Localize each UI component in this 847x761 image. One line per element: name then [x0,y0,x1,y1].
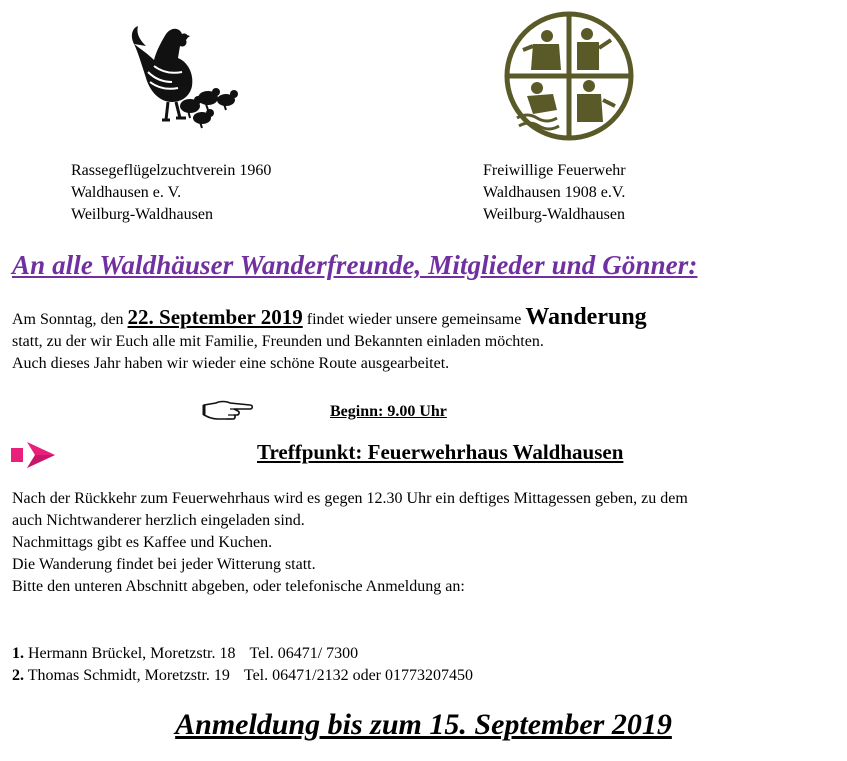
start-time: Beginn: 9.00 Uhr [330,403,447,420]
details-line-4: Die Wanderung findet bei jeder Witterung statt. [12,556,316,573]
contact-name: Thomas Schmidt, Moretzstr. 19 [24,667,230,684]
details-line-5: Bitte den unteren Abschnitt abgeben, oder telefonische Anmeldung an: [12,578,465,595]
contact-name: Hermann Brückel, Moretzstr. 18 [24,645,236,662]
contact-number: 1. [12,645,24,662]
contact-item [12,643,473,665]
contact-number: 2. [12,667,24,684]
intro-line-3: Auch dieses Jahr haben wir wieder eine schöne Route ausgearbeitet. [12,355,450,372]
contact-phone: Tel. 06471/2132 oder 01773207450 [243,667,473,684]
registration-deadline: Anmeldung bis zum 15. September 2019 [175,708,672,741]
arrow-right-icon [11,440,61,470]
details-line-3: Nachmittags gibt es Kaffee und Kuchen. [12,534,273,551]
details-line-2: auch Nichtwanderer herzlich eingeladen sind. [12,512,305,529]
intro-line-2: statt, zu der wir Euch alle mit Familie, Freunden und Bekannten einladen möchten. [12,333,544,350]
right-org-city: Weilburg-Waldhausen [483,206,625,223]
left-org-city: Weilburg-Waldhausen [71,206,213,223]
right-org-line2: Waldhausen 1908 e.V. [483,184,626,201]
right-org-address [483,160,626,226]
intro-paragraph [12,306,647,375]
intro-line-1 [12,306,647,331]
pointing-hand-icon [202,397,254,423]
contact-list [12,643,473,687]
left-org-address [71,160,271,226]
details-line-1: Nach der Rückkehr zum Feuerwehrhaus wird es gegen 12.30 Uhr ein deftiges Mittagessen geben, zu dem [12,490,688,507]
intro-text-1: Am Sonntag, den [12,311,128,328]
intro-text-2: findet wieder unsere gemeinsame [302,311,526,328]
right-org-name: Freiwillige Feuerwehr [483,162,626,179]
contact-phone: Tel. 06471/ 7300 [249,645,359,662]
headline: An alle Waldhäuser Wanderfreunde, Mitglieder und Gönner: [12,250,698,280]
rooster-with-chicks-icon [128,22,244,134]
event-date: 22. September 2019 [127,305,303,329]
firefighter-emblem-icon [503,10,635,142]
details-paragraph [12,488,832,598]
contact-item [12,665,473,687]
meeting-point: Treffpunkt: Feuerwehrhaus Waldhausen [257,440,624,464]
left-org-line2: Waldhausen e. V. [71,184,182,201]
event-name: Wanderung [525,304,647,330]
left-org-name: Rassegeflügelzuchtverein 1960 [71,162,272,179]
